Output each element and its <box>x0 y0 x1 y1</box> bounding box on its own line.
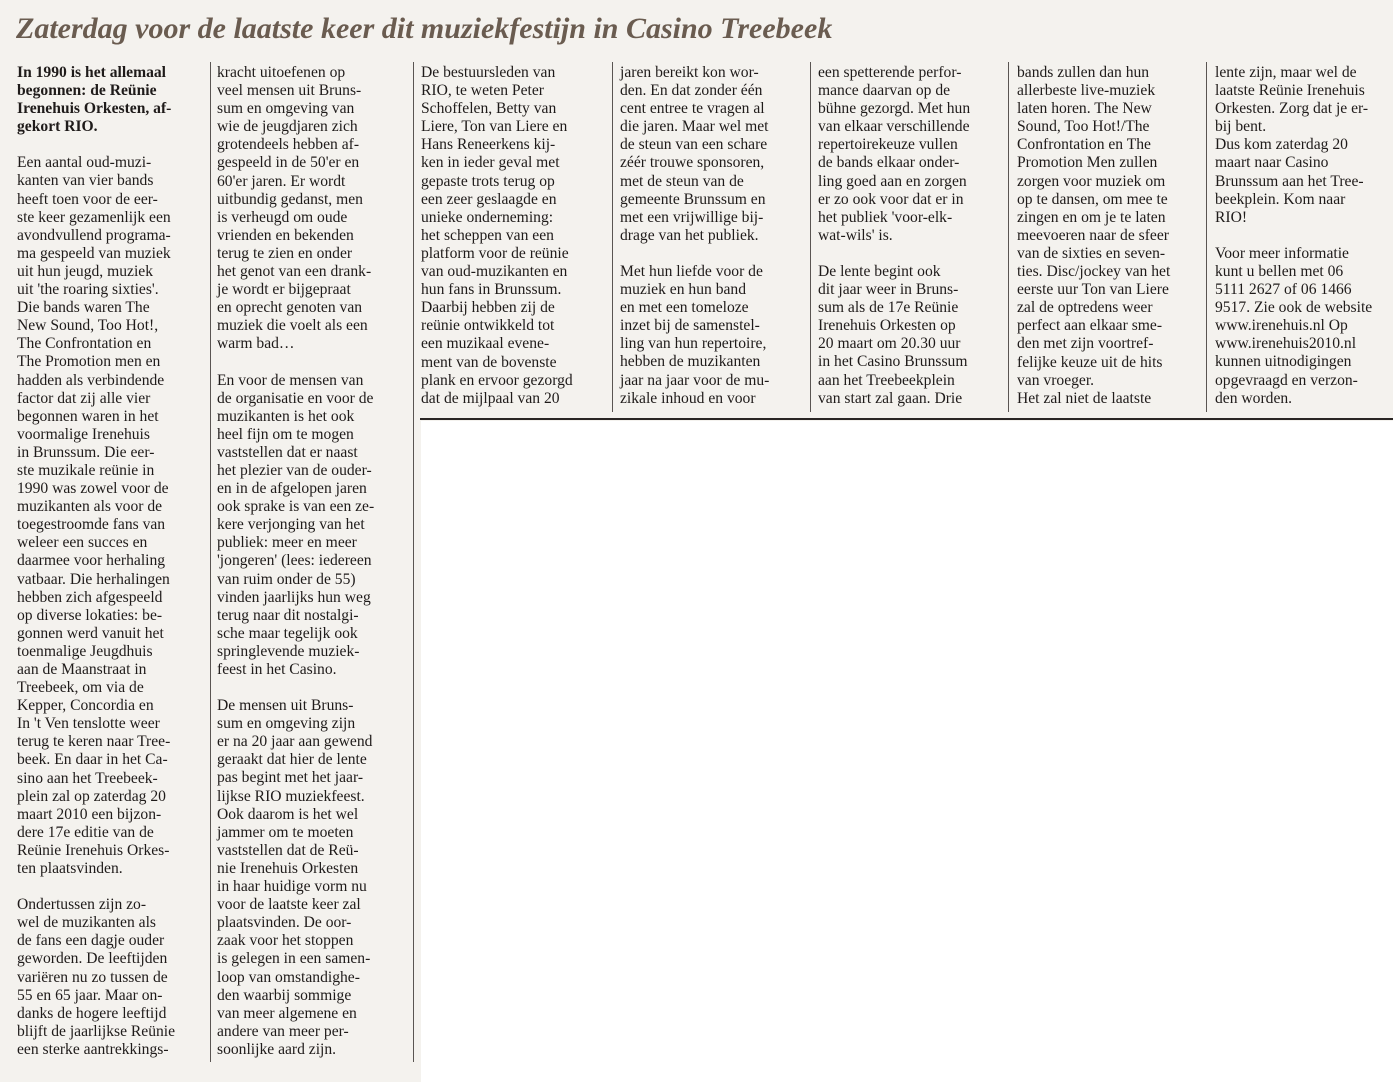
column-divider <box>1206 62 1207 412</box>
column-divider <box>413 62 414 1062</box>
blank-area <box>421 421 1393 1082</box>
article-paragraph: Met hun liefde voor de muziek en hun band en met een tomeloze inzet bij de samenstel- ling van hun repertoire, hebben de muzikanten jaar na jaar voor de mu- zikale inhoud en voor <box>620 262 770 407</box>
article-column-2 <box>217 64 396 1059</box>
column-divider <box>810 62 811 412</box>
article-paragraph: De lente begint ook dit jaar weer in Bruns- sum als de 17e Reünie Irenehuis Orkesten op 20 maart om 20.30 uur in het Casino Brunssum aan het Treebeekplein van start zal gaan. Drie <box>818 262 968 407</box>
article-paragraph: een spetterende perfor- mance daarvan op de bühne gezorgd. Met hun van elkaar verschillende repertoirekeuze vullen de bands elkaar onder- ling goed aan en zorgen er zo ook voor dat er in het publiek 'voor-elk- wat-wils' is. <box>818 64 971 244</box>
article-column-1 <box>17 64 196 1059</box>
article-paragraph: Een aantal oud-muzi- kanten van vier bands heeft toen voor de eer- ste keer gezamenlijk een avondvullend programa- ma gespeeld van muziek uit hun jeugd, muziek uit 'the roaring sixties'. Die bands waren The New Sound, Too Hot!, The Confrontation en The Promotion men en hadden als verbindende factor dat zij alle vier begonnen waren in het voormalige Irenehuis in Brunssum. Die eer- ste muzikale reünie in 1990 was zowel voor de muzikanten als voor de toegestroomde fans van weleer een succes en daarmee voor herhaling vatbaar. Die herhalingen hebben zich afgespeeld op diverse lokaties: be- gonnen werd vanuit het toenmalige Jeugdhuis aan de Maanstraat in Treebeek, om via de Kepper, Concordia en In 't Ven tenslotte weer terug te keren naar Tree- beek. En daar in het Ca- sino aan het Treebeek- plein zal op zaterdag 20 maart 2010 een bijzon- dere 17e editie van de Reünie Irenehuis Orkes- ten plaatsvinden. <box>17 154 171 878</box>
article-paragraph: De mensen uit Bruns- sum en omgeving zijn er na 20 jaar aan gewend geraakt dat hier de lente pas begint met het jaar- lijkse RIO muziekfeest. Ook daarom is het wel jammer om te moeten vaststellen dat de Reü- nie Irenehuis Orkesten in haar huidige vorm nu voor de laatste keer zal plaatsvinden. De oor- zaak voor het stoppen is gelegen in een samen- loop van omstandighe- den waarbij sommige van meer algemene en andere van meer per- soonlijke aard zijn. <box>217 697 373 1058</box>
article-column-4 <box>620 64 797 408</box>
article-paragraph: jaren bereikt kon wor- den. En dat zonder één cent entree te vragen al die jaren. Maar wel met de steun van een schare zéér trouwe sponsoren, met de steun van de gemeente Brunssum en met een vrijwillige bij- drage van het publiek. <box>620 64 769 244</box>
column-divider <box>612 62 613 412</box>
article-lead: In 1990 is het allemaal begonnen: de Reünie Irenehuis Orkesten, af- gekort RIO. <box>17 64 172 136</box>
article-paragraph: Ondertussen zijn zo- wel de muzikanten als de fans een dagje ouder geworden. De leeftijden variëren nu zo tussen de 55 en 65 jaar. Maar on- danks de hogere leeftijd blijft de jaarlijkse Reünie een sterke aantrekkings- <box>17 896 176 1058</box>
article-column-3 <box>421 64 598 408</box>
article-paragraph: kracht uitoefenen op veel mensen uit Bruns- sum en omgeving van wie de jeugdjaren zich grotendeels hebben af- gespeeld in de 50'er en 60'er jaren. Er wordt uitbundig gedanst, men is verheugd om oude vrienden en bekenden terug te zien en onder het genot van een drank- je wordt er bijgepraat en oprecht genoten van muziek die voelt als een warm bad… <box>217 64 372 353</box>
article-paragraph: En voor de mensen van de organisatie en voor de muzikanten is het ook heel fijn om te mogen vaststellen dat er naast het plezier van de ouder- en in de afgelopen jaren ook sprake is van een ze- kere verjonging van het publiek: meer en meer 'jongeren' (lees: iedereen van ruim onder de 55) vinden jaarlijks hun weg terug naar dit nostalgi- sche maar tegelijk ook springlevende muziek- feest in het Casino. <box>217 371 375 678</box>
article-headline: Zaterdag voor de laatste keer dit muziekfestijn in Casino Treebeek <box>16 12 833 45</box>
article-paragraph: Voor meer informatie kunt u bellen met 06 5111 2627 of 06 1466 9517. Zie ook de website www.irenehuis.nl Op www.irenehuis2010.nl kunnen uitnodigingen opgevraagd en verzon- den worden. <box>1215 244 1373 407</box>
column-divider <box>1008 62 1009 412</box>
column-bottom-rule <box>420 418 1393 420</box>
article-paragraph: De bestuursleden van RIO, te weten Peter Schoffelen, Betty van Liere, Ton van Liere en Hans Reneerkens kij- ken in ieder geval met gepaste trots terug op een zeer geslaagde en unieke onderneming: het scheppen van een platform voor de reünie van oud-muzikanten en hun fans in Brunssum. Daarbij hebben zij de reünie ontwikkeld tot een muzikaal evene- ment van de bovenste plank en ervoor gezorgd dat de mijlpaal van 20 <box>421 64 573 407</box>
article-paragraph: lente zijn, maar wel de laatste Reünie Irenehuis Orkesten. Zorg dat je er- bij bent. Dus kom zaterdag 20 maart naar Casino Brunssum aan het Tree- beekplein. Kom naar RIO! <box>1215 64 1369 226</box>
column-divider <box>210 62 211 1062</box>
article-column-6 <box>1017 64 1194 408</box>
article-column-5 <box>818 64 995 408</box>
article-column-7 <box>1215 64 1392 408</box>
article-paragraph: bands zullen dan hun allerbeste live-muziek laten horen. The New Sound, Too Hot!/The Confrontation en The Promotion Men zullen zorgen voor muziek om op te dansen, om mee te zingen en om je te laten meevoeren naar de sfeer van de sixties en seven- ties. Disc/jockey van het eerste uur Ton van Liere zal de optredens weer perfect aan elkaar sme- den met zijn voortref- felijke keuze uit de hits van vroeger. Het zal niet de laatste <box>1017 64 1171 407</box>
